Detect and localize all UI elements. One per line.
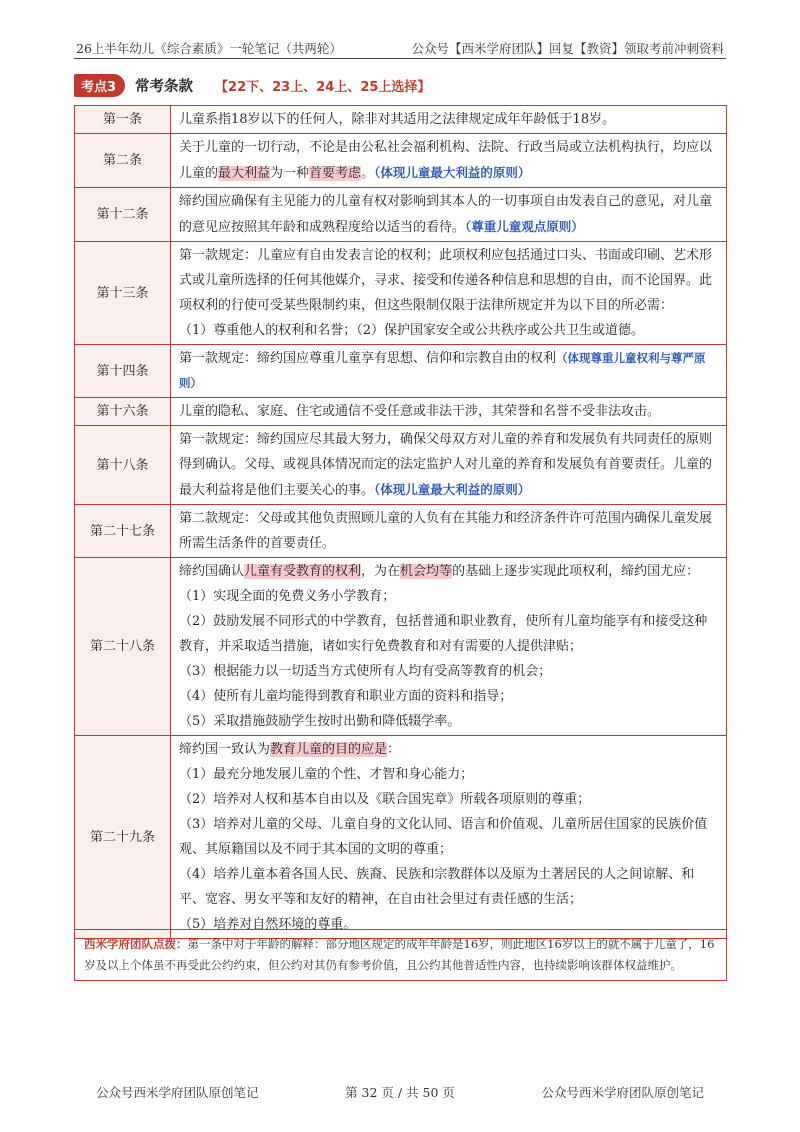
tip-label: 西米学府团队点拨： <box>84 937 188 951</box>
table-row <box>75 736 727 939</box>
footer-right: 公众号西米学府团队原创笔记 <box>541 1085 704 1100</box>
article-text <box>171 426 727 505</box>
text-line <box>179 812 718 862</box>
article-number: 第十六条 <box>75 398 171 426</box>
article-text <box>171 106 727 134</box>
text-segment: 儿童系指18岁以下的任何人，除非对其适用之法律规定成年年龄低于18岁。 <box>179 112 616 127</box>
text-line <box>179 135 718 186</box>
text-line <box>179 506 718 556</box>
highlight-text: 最大利益 <box>218 166 271 181</box>
table-row <box>75 426 727 505</box>
tip-text: 第一条中对于年龄的解释：部分地区规定的成年年龄是16岁，则此地区16岁以上的就不属于儿童了，16岁及以上个体虽不再受此公约约束，但公约对其仍有参考价值，且公约其他普适性内容，也持续影响该群体权益维护。 <box>84 937 715 972</box>
article-text <box>171 345 727 398</box>
article-text <box>171 398 727 426</box>
page-number: 第 32 页 / 共 50 页 <box>345 1085 455 1100</box>
article-number: 第十四条 <box>75 345 171 398</box>
article-text <box>171 558 727 736</box>
principle-note: （尊重儿童观点原则） <box>465 219 584 234</box>
article-number: 第二十八条 <box>75 558 171 736</box>
table-row <box>75 558 727 736</box>
article-number: 第十三条 <box>75 242 171 345</box>
table-row <box>75 505 727 558</box>
text-line <box>179 709 718 734</box>
text-line <box>179 609 718 659</box>
text-segment: 第二款规定：父母或其他负责照顾儿童的人负有在其能力和经济条件许可范围内确保儿童发展所需生活条件的首要责任。 <box>179 511 713 551</box>
table-row <box>75 188 727 242</box>
text-segment: 儿童的隐私、家庭、住宅或通信不受任意或非法干涉，其荣誉和名誉不受非法攻击。 <box>179 404 661 419</box>
article-number: 第十二条 <box>75 188 171 242</box>
text-line <box>179 787 718 812</box>
article-number: 第二十七条 <box>75 505 171 558</box>
text-segment: （4）使所有儿童均能得到教育和职业方面的资料和指导； <box>179 689 513 704</box>
text-segment: 第一款规定：缔约国应尽其最大努力，确保父母双方对儿童的养育和发展负有共同责任的原则得到确认。父母、或视具体情况而定的法定监护人对儿童的养育和发展负有首要责任。儿童的最大利益将是他们主要关心的事。 <box>179 432 713 498</box>
section-tag: 考点3 <box>74 74 125 97</box>
highlight-text: 教育儿童的目的应是 <box>270 742 388 757</box>
text-segment: （1）实现全面的免费义务小学教育； <box>179 589 396 604</box>
table-row <box>75 134 727 188</box>
text-segment: 。 <box>361 166 375 181</box>
article-text <box>171 505 727 558</box>
section-heading: 常考条款 <box>135 78 194 95</box>
text-segment: ： <box>387 742 401 757</box>
principle-note: （体现儿童最大利益的原则） <box>374 165 531 180</box>
text-line <box>179 659 718 684</box>
text-line <box>179 737 718 762</box>
text-segment: 缔约国确认 <box>179 564 245 579</box>
principle-note: （体现尊重儿童权利与尊严原则） <box>179 351 706 390</box>
article-text <box>171 242 727 345</box>
article-text <box>171 134 727 188</box>
text-line <box>179 762 718 787</box>
principle-note: （体现儿童最大利益的原则） <box>374 482 531 497</box>
table-row <box>75 345 727 398</box>
text-line <box>179 318 718 343</box>
text-segment: 关于儿童的一切行动，不论是由公私社会福利机构、法院、行政当局或立法机构执行，均应以儿童的 <box>179 140 713 181</box>
highlight-text: 儿童有受教育的权利 <box>244 564 362 579</box>
table-row <box>75 398 727 426</box>
article-number: 第二十九条 <box>75 736 171 939</box>
text-line <box>179 399 718 424</box>
text-segment: 第一款规定：缔约国应尊重儿童享有思想、信仰和宗教自由的权利 <box>179 351 557 366</box>
text-segment: （1）尊重他人的权利和名誉；（2）保护国家安全或公共秩序或公共卫生或道德。 <box>179 323 645 338</box>
exam-tags: 【22下、23上、24上、25上选择】 <box>215 79 431 95</box>
text-segment: （5）培养对自然环境的尊重。 <box>179 917 357 932</box>
text-segment: 的基础上逐步实现此项权利，缔约国尤应： <box>452 564 700 579</box>
text-segment: （3）培养对儿童的父母、儿童自身的文化认同、语言和价值观、儿童所居住国家的民族价值观、其原籍国以及不同于其本国的文明的尊重； <box>179 817 708 857</box>
highlight-text: 机会均等 <box>400 564 453 579</box>
text-segment: 为一种 <box>270 166 310 181</box>
text-line <box>179 189 718 240</box>
text-line <box>179 862 718 912</box>
text-segment: 第一款规定：儿童应有自由发表言论的权利；此项权利应包括通过口头、书面或印刷、艺术形式或儿童所选择的任何其他媒介，寻求、接受和传递各种信息和思想的自由，而不论国界。此项权利的行使可受某些限制约束，但这些限制仅限于法律所规定并为以下目的所必需： <box>179 248 713 313</box>
text-line <box>179 684 718 709</box>
article-text <box>171 188 727 242</box>
text-line <box>179 107 718 132</box>
footer-left: 公众号西米学府团队原创笔记 <box>96 1085 259 1100</box>
article-number: 第十八条 <box>75 426 171 505</box>
text-segment: （3）根据能力以一切适当方式使所有人均有受高等教育的机会； <box>179 664 552 679</box>
text-line <box>179 559 718 584</box>
header-doc-title: 26上半年幼儿《综合素质》一轮笔记（共两轮） <box>76 41 342 56</box>
text-segment: （4）培养儿童本着各国人民、族裔、民族和宗教群体以及原为土著居民的人之间谅解、和平、宽容、男女平等和友好的精神，在自由社会里过有责任感的生活； <box>179 867 695 907</box>
text-line <box>179 346 718 396</box>
text-segment: （1）最充分地发展儿童的个性、才智和身心能力； <box>179 767 474 782</box>
text-segment: 缔约国一致认为 <box>179 742 271 757</box>
text-segment: （2）培养对人权和基本自由以及《联合国宪章》所载各项原则的尊重； <box>179 792 591 807</box>
text-line <box>179 427 718 503</box>
table-row <box>75 106 727 134</box>
tip-box <box>74 929 727 981</box>
text-segment: （2）鼓励发展不同形式的中学教育，包括普通和职业教育，使所有儿童均能享有和接受这种教育，并采取适当措施，诸如实行免费教育和对有需要的人提供津贴； <box>179 614 708 654</box>
text-line <box>179 243 718 318</box>
article-number: 第一条 <box>75 106 171 134</box>
text-line <box>179 584 718 609</box>
header-promo: 公众号【西米学府团队】回复【教资】领取考前冲刺资料 <box>411 41 724 56</box>
highlight-text: 首要考虑 <box>309 166 362 181</box>
text-segment: （5）采取措施鼓励学生按时出勤和降低辍学率。 <box>179 714 461 729</box>
text-segment: 缔约国应确保有主见能力的儿童有权对影响到其本人的一切事项自由发表自己的意见，对儿童的意见应按照其年龄和成熟程度给以适当的看待。 <box>179 194 713 235</box>
section-title <box>74 74 430 96</box>
text-segment: ，为在 <box>361 564 401 579</box>
article-text <box>171 736 727 939</box>
table-row <box>75 242 727 345</box>
article-number: 第二条 <box>75 134 171 188</box>
page-header <box>74 36 726 59</box>
articles-table <box>74 105 727 939</box>
